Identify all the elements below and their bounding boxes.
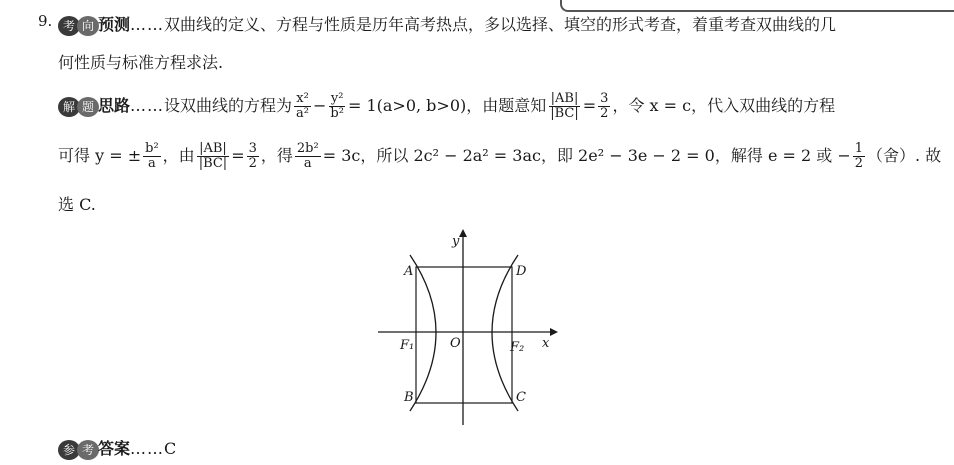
cankao-badge: 参 考	[58, 440, 96, 460]
hyperbola-figure	[370, 225, 560, 430]
solution-line-1: 解 题 思路……设双曲线的方程为 $\frac{\text{x²}}{\text{a²}}$ − $\frac{\text{y²}}{\text{b²}}$ = 1(a>0, b>0)，由题意知 $\frac{|AB|}{|BC|}$ = $\frac{3}{2}$ ，令 x = c，代入双曲线的方程	[58, 92, 835, 121]
label-f2: F₂	[510, 340, 525, 355]
label-a: A	[404, 264, 414, 279]
solution-line-3: 选 C.	[58, 195, 96, 214]
jieti-badge: 解 题	[58, 97, 96, 117]
fraction-x2-a2: $\frac{\text{x²}}{\text{a²}}$	[296, 91, 309, 121]
fraction-ab-bc-2: $\frac{|AB|}{|BC|}$	[198, 141, 228, 171]
fraction-1-2: $\frac{1}{2}$	[854, 141, 864, 171]
label-d: D	[516, 264, 527, 279]
question-number: 9.	[38, 12, 53, 30]
x-axis-arrow	[550, 328, 558, 336]
heading-answer: 答案	[98, 439, 131, 458]
label-f1: F₁	[400, 338, 415, 353]
fraction-3-2-2: $\frac{3}{2}$	[248, 141, 257, 171]
fraction-ab-bc: $\frac{|AB|}{|BC|}$	[550, 91, 579, 121]
right-branch	[492, 255, 518, 411]
label-c: C	[516, 390, 526, 405]
fraction-y2-b2: $\frac{\text{y²}}{\text{b²}}$	[330, 91, 344, 121]
kaoxiang-badge: 考 向	[58, 16, 96, 36]
fraction-b2-a: $\frac{\text{b²}}{a}$	[145, 141, 159, 171]
heading-forecast: 预测	[98, 15, 131, 34]
left-branch	[410, 255, 436, 411]
heading-approach: 思路	[98, 96, 131, 115]
answer-line: 参 考 答案……C	[58, 436, 176, 460]
analysis-text-2: 何性质与标准方程求法.	[58, 53, 224, 72]
analysis-text-1: 双曲线的定义、方程与性质是历年高考热点，多以选择、填空的形式考查，着重考查双曲线的几	[164, 15, 837, 34]
answer-value: C	[164, 439, 177, 458]
label-b: B	[404, 390, 414, 405]
solution-line-2: 可得 y = ± $\frac{\text{b²}}{a}$ ，由 $\frac{|AB|}{|BC|}$ = $\frac{3}{2}$ ，得 $\frac{\text{2b²}}{a}$ = 3c，所以 2c² − 2a² = 3ac，即 2e² − 3e − 2 = 0，解得 e = 2 或 − $\frac{1}{2}$ （舍）. 故	[58, 141, 942, 171]
y-axis-arrow	[459, 229, 467, 237]
fraction-2b2-a: $\frac{\text{2b²}}{a}$	[296, 141, 319, 171]
page-corner-frame	[560, 0, 954, 12]
analysis-line-2	[58, 50, 223, 73]
label-x: x	[542, 336, 550, 351]
label-origin: O	[450, 336, 461, 351]
label-y: y	[452, 234, 460, 249]
rectangle-abcd	[416, 267, 512, 403]
fraction-3-2: $\frac{3}{2}$	[600, 91, 609, 121]
analysis-line-1: 考 向 预测……双曲线的定义、方程与性质是历年高考热点，多以选择、填空的形式考查，着重考查双曲线的几	[58, 12, 836, 36]
